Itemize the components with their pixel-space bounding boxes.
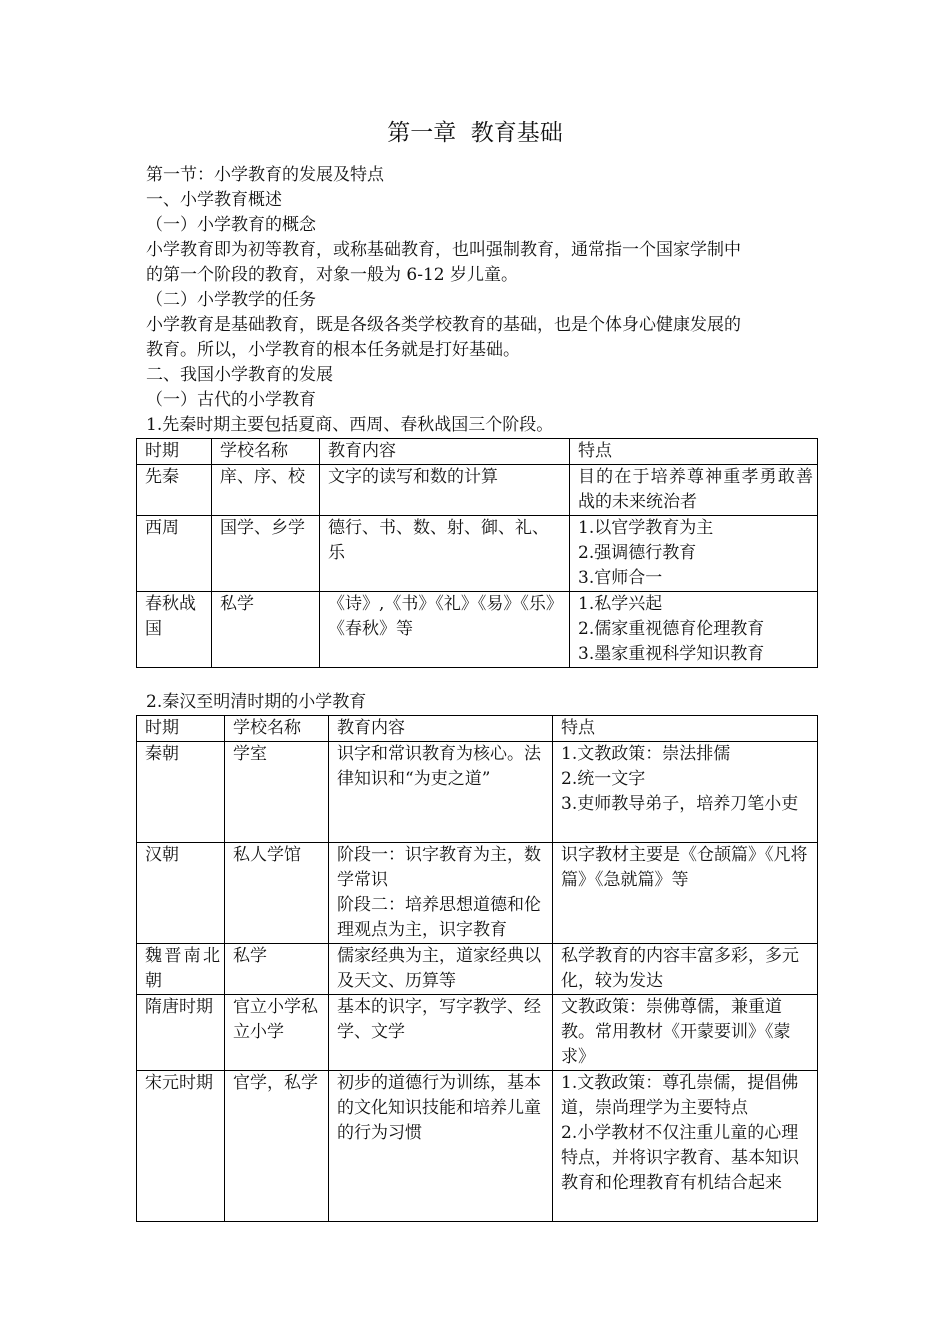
feature-line: 2.儒家重视德育伦理教育 (578, 619, 765, 639)
features-cell (553, 995, 818, 1071)
header-cell: 学校名称 (225, 716, 329, 742)
features-cell (553, 742, 818, 843)
table-row (137, 465, 818, 516)
header-cell: 特点 (570, 439, 818, 465)
header-cell: 时期 (137, 716, 225, 742)
table-row (137, 944, 818, 995)
feature-line: 2.统一文字 (561, 769, 646, 789)
sub3-heading: （一）古代的小学教育 (146, 390, 316, 410)
period-cell: 汉朝 (137, 843, 225, 944)
table-row (137, 843, 818, 944)
table-header-row (137, 439, 818, 465)
chapter-title: 第一章 教育基础 (387, 120, 563, 146)
feature-line: 私学教育的内容丰富多彩，多元化，较为发达 (561, 946, 799, 991)
sub1-heading: （一）小学教育的概念 (146, 215, 316, 235)
content-line: 阶段一：识字教育为主，数学常识 (337, 845, 541, 890)
period-cell: 春秋战国 (137, 592, 212, 668)
content-line: 基本的识字，写字教学、经学、文学 (337, 997, 541, 1042)
features-cell (570, 592, 818, 668)
content-cell (329, 1071, 553, 1222)
table-pre-qin-education (136, 438, 818, 668)
school-cell: 私学 (225, 944, 329, 995)
feature-line: 文教政策：崇佛尊儒，兼重道教。常用教材《开蒙要训》《蒙求》 (561, 997, 791, 1067)
features-cell (553, 944, 818, 995)
header-cell: 学校名称 (212, 439, 320, 465)
content-line: 阶段二：培养思想道德和伦理观点为主，识字教育 (337, 895, 541, 940)
feature-line: 目的在于培养尊神重孝勇敢善战的未来统治者 (578, 467, 813, 512)
content-cell: 文字的读写和数的计算 (320, 465, 570, 516)
body-text-block (146, 163, 818, 438)
feature-line: 2.小学教材不仅注重儿童的心理特点，并将识字教育、基本知识教育和伦理教育有机结合起来 (561, 1123, 799, 1193)
period-cell: 宋元时期 (137, 1071, 225, 1222)
feature-line: 1.以官学教育为主 (578, 518, 714, 538)
features-cell (553, 843, 818, 944)
feature-line: 1.私学兴起 (578, 594, 663, 614)
feature-line: 3.官师合一 (578, 568, 663, 588)
table-row (137, 742, 818, 843)
features-cell (570, 465, 818, 516)
period-cell: 先秦 (137, 465, 212, 516)
feature-line: 2.强调德行教育 (578, 543, 697, 563)
feature-line: 识字教材主要是《仓颉篇》《凡将篇》《急就篇》等 (561, 845, 808, 890)
school-cell: 官立小学私立小学 (225, 995, 329, 1071)
sub1-text-line: 的第一个阶段的教育，对象一般为 6-12 岁儿童。 (146, 265, 518, 285)
sub2-text-line: 小学教育是基础教育，既是各级各类学校教育的基础，也是个体身心健康发展的 (146, 315, 741, 335)
features-cell (553, 1071, 818, 1222)
header-cell: 教育内容 (329, 716, 553, 742)
period-cell: 魏晋南北朝 (137, 944, 225, 995)
content-cell: 《诗》,《书》《礼》《易》《乐》《春秋》等 (320, 592, 570, 668)
sub2-heading: （二）小学教学的任务 (146, 290, 316, 310)
school-cell: 庠、序、校 (212, 465, 320, 516)
header-cell: 教育内容 (320, 439, 570, 465)
table-row (137, 1071, 818, 1222)
feature-line: 1.文教政策：崇法排儒 (561, 744, 731, 764)
content-cell: 德行、书、数、射、御、礼、乐 (320, 516, 570, 592)
school-cell: 私人学馆 (225, 843, 329, 944)
features-cell (570, 516, 818, 592)
part2-heading: 二、我国小学教育的发展 (146, 365, 333, 385)
school-cell: 学室 (225, 742, 329, 843)
table2-caption-block (146, 690, 818, 715)
table-header-row (137, 716, 818, 742)
content-line: 识字和常识教育为核心。法律知识和“为吏之道” (337, 744, 541, 789)
header-cell: 时期 (137, 439, 212, 465)
table-row (137, 592, 818, 668)
period-cell: 秦朝 (137, 742, 225, 843)
feature-line: 3.墨家重视科学知识教育 (578, 644, 765, 664)
school-cell: 私学 (212, 592, 320, 668)
content-cell (329, 742, 553, 843)
school-cell: 官学，私学 (225, 1071, 329, 1222)
header-cell: 特点 (553, 716, 818, 742)
feature-line: 1.文教政策：尊孔崇儒，提倡佛道，崇尚理学为主要特点 (561, 1073, 799, 1118)
content-cell (329, 995, 553, 1071)
part1-heading: 一、小学教育概述 (146, 190, 282, 210)
table2-caption: 2.秦汉至明清时期的小学教育 (146, 692, 367, 712)
content-line: 初步的道德行为训练，基本的文化知识技能和培养儿童的行为习惯 (337, 1073, 541, 1143)
table-row (137, 516, 818, 592)
period-cell: 西周 (137, 516, 212, 592)
school-cell: 国学、乡学 (212, 516, 320, 592)
content-cell (329, 944, 553, 995)
content-cell (329, 843, 553, 944)
section-title: 第一节：小学教育的发展及特点 (146, 165, 384, 185)
sub1-text-line: 小学教育即为初等教育，或称基础教育，也叫强制教育，通常指一个国家学制中 (146, 240, 741, 260)
table-qin-to-qing-education (136, 715, 818, 1222)
content-line: 儒家经典为主，道家经典以及天文、历算等 (337, 946, 541, 991)
feature-line: 3.吏师教导弟子，培养刀笔小吏 (561, 794, 799, 814)
table-row (137, 995, 818, 1071)
table1-caption: 1.先秦时期主要包括夏商、西周、春秋战国三个阶段。 (146, 415, 554, 435)
sub2-text-line: 教育。所以，小学教育的根本任务就是打好基础。 (146, 340, 520, 360)
period-cell: 隋唐时期 (137, 995, 225, 1071)
